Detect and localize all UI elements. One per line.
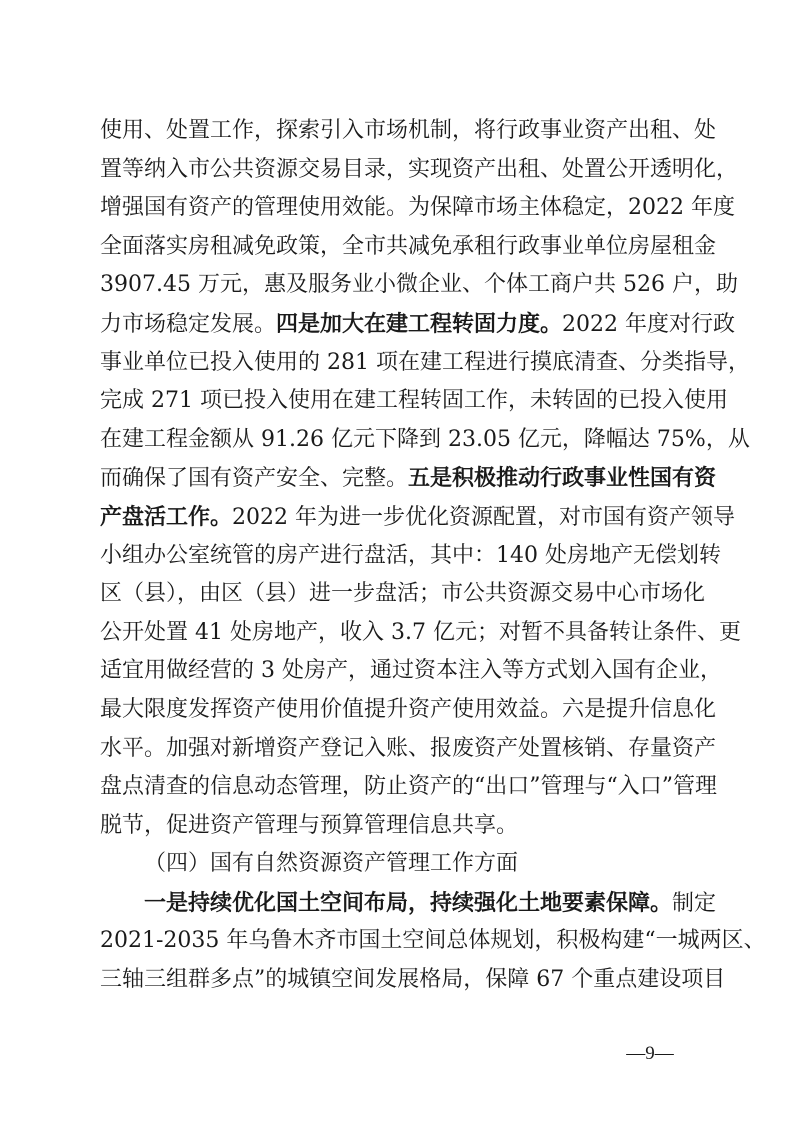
text-line: [100, 344, 750, 383]
text-segment: 三轴三组群多点”的城镇空间发展格局，保障 67 个重点建设项目: [100, 967, 726, 993]
text-segment: 使用、处置工作，探索引入市场机制，将行政事业资产出租、处: [100, 118, 717, 143]
text-segment: 在建工程金额从 91.26 亿元下降到 23.05 亿元，降幅达 75%，从: [100, 426, 750, 452]
text-segment: 区（县），由区（县）进一步盘活；市公共资源交易中心市场化: [100, 581, 706, 607]
text-segment: （四）国有自然资源资产管理工作方面: [144, 851, 519, 877]
text-segment: 事业单位已投入使用的 281 项在建工程进行摸底清查、分类指导，: [100, 349, 750, 375]
text-segment: 适宜用做经营的 3 处房产，通过资本注入等方式划入国有企业，: [100, 658, 722, 684]
text-segment: 置等纳入市公共资源交易目录，实现资产出租、处置公开透明化，: [100, 156, 739, 182]
text-segment: 力市场稳定发展。: [100, 311, 277, 337]
text-segment: 制定: [672, 890, 717, 916]
text-segment: 水平。加强对新增资产登记入账、报废资产处置核销、存量资产: [100, 735, 717, 761]
text-line: [100, 884, 717, 923]
bold-heading-segment: 产盘活工作。: [100, 503, 233, 530]
text-line: [100, 189, 735, 228]
text-line: [100, 730, 717, 769]
page-number: —9—: [626, 1043, 674, 1064]
text-segment: 盘点清查的信息动态管理，防止资产的“出口”管理与“入口”管理: [100, 774, 717, 800]
text-line: [100, 922, 766, 961]
text-segment: 3907.45 万元，惠及服务业小微企业、个体工商户共 526 户，助: [100, 272, 738, 298]
bold-heading-segment: 四是加大在建工程转固力度。: [276, 310, 563, 337]
text-segment: 而确保了国有资产安全、完整。: [100, 466, 409, 492]
text-segment: 2022 年度对行政: [562, 311, 736, 337]
text-segment: 增强国有资产的管理使用效能。为保障市场主体稳定，2022 年度: [100, 195, 735, 221]
bold-heading-segment: 五是积极推动行政事业性国有资: [408, 465, 717, 492]
text-line: [100, 768, 717, 807]
text-line: [100, 151, 739, 190]
text-line: [100, 807, 698, 846]
text-line: [100, 382, 728, 421]
document-body: [100, 112, 766, 1000]
text-line: [100, 112, 717, 151]
text-segment: 2021-2035 年乌鲁木齐市国土空间总体规划，积极构建“一城两区、: [100, 928, 766, 954]
text-segment: 公开处置 41 处房地产，收入 3.7 亿元；对暂不具备转让条件、更: [100, 619, 741, 645]
text-segment: 全面落实房租减免政策，全市共减免承租行政事业单位房屋租金: [100, 233, 717, 259]
text-segment: 2022 年为进一步优化资源配置，对市国有资产领导: [232, 504, 735, 530]
text-segment: 小组办公室统管的房产进行盘活，其中：140 处房地产无偿划转: [100, 542, 721, 568]
text-line: [100, 691, 717, 730]
text-line: [100, 652, 722, 691]
text-segment: 脱节，促进资产管理与预算管理信息共享。: [100, 812, 519, 838]
text-line: [100, 845, 698, 884]
text-line: [100, 421, 750, 460]
text-line: [100, 228, 717, 267]
bold-heading-segment: 一是持续优化国土空间布局，持续强化土地要素保障。: [144, 889, 673, 916]
text-segment: 完成 271 项已投入使用在建工程转固工作，未转固的已投入使用: [100, 388, 728, 414]
text-line: [100, 575, 706, 614]
text-line: [100, 459, 717, 498]
text-line: [100, 266, 738, 305]
text-line: [100, 498, 735, 537]
text-line: [100, 537, 721, 576]
text-segment: 最大限度发挥资产使用价值提升资产使用效益。六是提升信息化: [100, 696, 717, 722]
text-line: [100, 614, 741, 653]
text-line: [100, 961, 726, 1000]
text-line: [100, 305, 736, 344]
